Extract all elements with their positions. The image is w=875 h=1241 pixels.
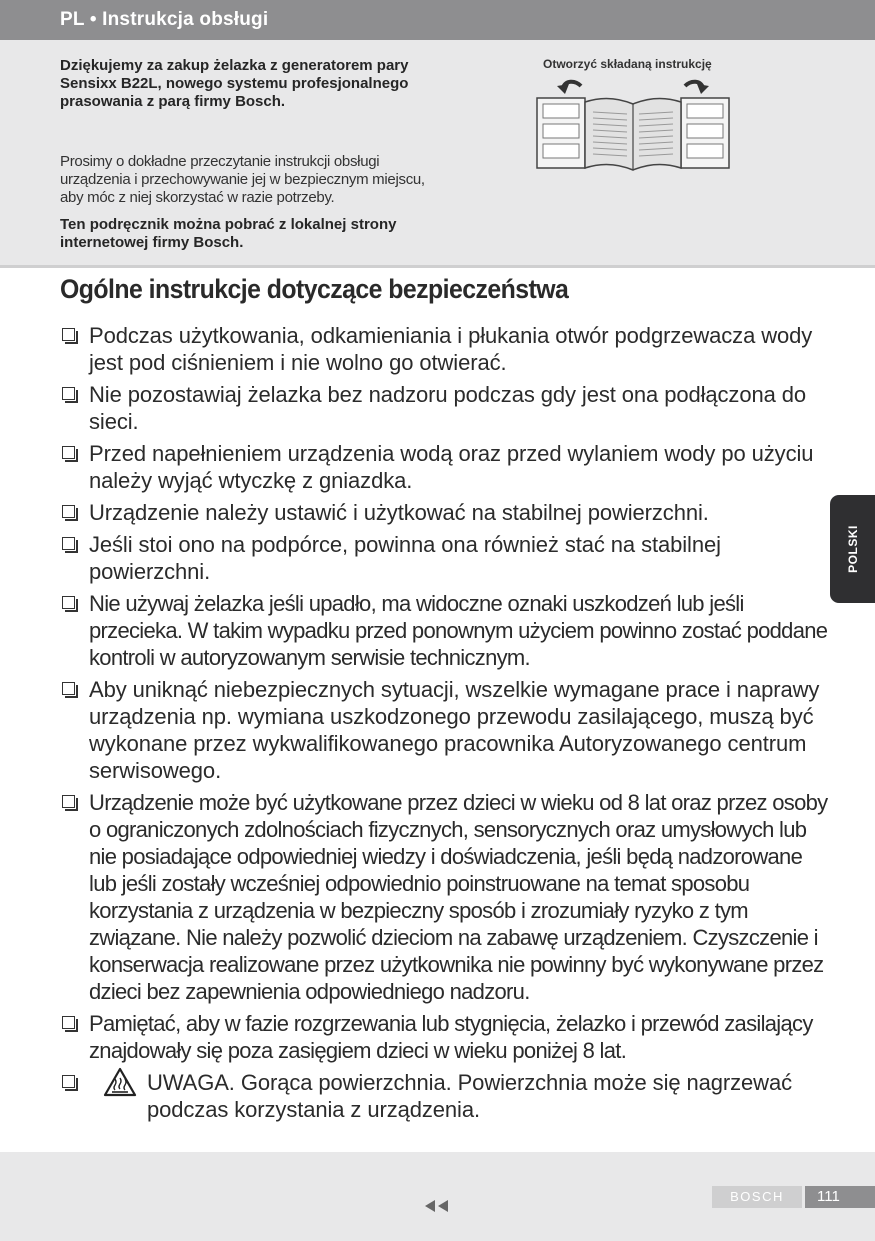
- download-info-text: Ten podręcznik można pobrać z lokalnej strony internetowej firmy Bosch.: [60, 216, 397, 251]
- list-item: Aby uniknąć niebezpiecznych sytuacji, wszelkie wymagane prace i naprawy urządzenia np. wymiana uszkodzonego przewodu zasilającego, muszą być wykonane przez wykwalifikowanego pracownika Autoryzowanego centrum serwisowego.: [60, 676, 830, 784]
- checkbox-bullet-icon: [62, 1075, 75, 1088]
- safety-instructions-list: [60, 322, 830, 1128]
- checkbox-bullet-icon: [62, 682, 75, 695]
- header-bar: [0, 0, 875, 40]
- thank-you-text: Dziękujemy za zakup żelazka z generatorem pary Sensixx B22L, nowego systemu profesjonalnego prasowania z parą firmy Bosch.: [60, 57, 409, 110]
- list-item: Urządzenie należy ustawić i użytkować na stabilnej powierzchni.: [60, 499, 830, 526]
- page-number: 111: [805, 1186, 875, 1208]
- list-item: Nie używaj żelazka jeśli upadło, ma widoczne oznaki uszkodzeń lub jeśli przecieka. W takim wypadku przed ponownym użyciem powinno zostać poddane kontroli w autoryzowanym serwisie technicznym.: [60, 590, 830, 671]
- section-divider: [0, 265, 875, 268]
- double-left-arrow-icon[interactable]: [424, 1199, 450, 1213]
- list-item: Przed napełnieniem urządzenia wodą oraz przed wylaniem wody po użyciu należy wyjąć wtyczkę z gniazdka.: [60, 440, 830, 494]
- header-title: PL • Instrukcja obsługi: [60, 9, 269, 30]
- checkbox-bullet-icon: [62, 328, 75, 341]
- checkbox-bullet-icon: [62, 596, 75, 609]
- checkbox-bullet-icon: [62, 537, 75, 550]
- brand-label: BOSCH: [712, 1186, 802, 1208]
- list-item: Podczas użytkowania, odkamieniania i płukania otwór podgrzewacza wody jest pod ciśnieniem i nie wolno go otwierać.: [60, 322, 830, 376]
- checkbox-bullet-icon: [62, 387, 75, 400]
- fold-out-label: Otworzyć składaną instrukcję: [543, 57, 712, 71]
- section-heading: Ogólne instrukcje dotyczące bezpieczeństwa: [60, 274, 569, 304]
- list-item: Urządzenie może być użytkowane przez dzieci w wieku od 8 lat oraz przez osoby o ograniczonych zdolnościach fizycznych, sensorycznych oraz umysłowych lub nie posiadające odpowiedniej wiedzy i doświadczenia, jeśli będą nadzorowane lub jeśli zostały wcześniej odpowiednio poinstruowane na temat sposobu korzystania z urządzenia w bezpieczny sposób i zrozumiały ryzyko z tym związane. Nie należy pozwolić dzieciom na zabawę urządzeniem. Czyszczenie i konserwacja realizowane przez użytkownika nie powinny być wykonywane przez dzieci bez zapewnienia odpowiedniego nadzoru.: [60, 789, 830, 1005]
- list-item: Pamiętać, aby w fazie rozgrzewania lub stygnięcia, żelazko i przewód zasilający znajdowały się poza zasięgiem dzieci w wieku poniżej 8 lat.: [60, 1010, 830, 1064]
- language-tab: [830, 495, 875, 603]
- checkbox-bullet-icon: [62, 795, 75, 808]
- folded-manual-icon: [535, 78, 731, 172]
- warning-item: [60, 1069, 830, 1123]
- language-tab-label: POLSKI: [845, 525, 860, 573]
- checkbox-bullet-icon: [62, 446, 75, 459]
- checkbox-bullet-icon: [62, 505, 75, 518]
- hot-surface-warning-text: UWAGA. Gorąca powierzchnia. Powierzchnia może się nagrzewać podczas korzystania z urządzenia.: [147, 1070, 792, 1122]
- list-item: Jeśli stoi ono na podpórce, powinna ona również stać na stabilnej powierzchni.: [60, 531, 830, 585]
- hot-surface-warning-icon: [103, 1067, 137, 1097]
- intro-panel: [0, 40, 875, 265]
- list-item: Nie pozostawiaj żelazka bez nadzoru podczas gdy jest ona podłączona do sieci.: [60, 381, 830, 435]
- read-instructions-text: Prosimy o dokładne przeczytanie instrukcji obsługi urządzenia i przechowywanie jej w bezpiecznym miejscu, aby móc z niej skorzystać w razie potrzeby.: [60, 153, 425, 206]
- checkbox-bullet-icon: [62, 1016, 75, 1029]
